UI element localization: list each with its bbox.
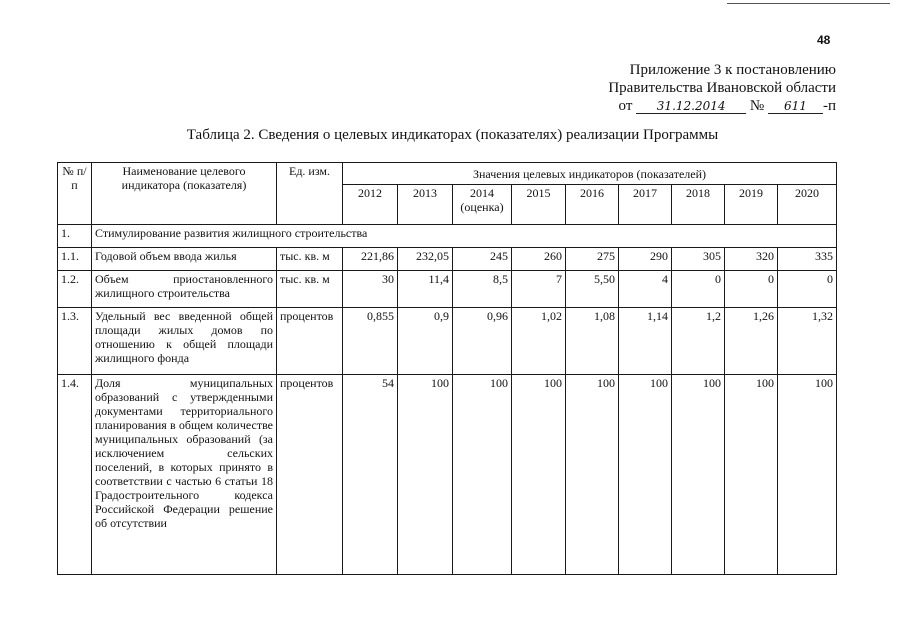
row-unit: процентов <box>277 375 343 575</box>
row-value: 4 <box>619 271 672 308</box>
row-value: 245 <box>453 248 512 271</box>
header-year: 2014 (оценка) <box>453 185 512 225</box>
row-value: 320 <box>725 248 778 271</box>
handwritten-date: 31.12.2014 <box>636 99 746 114</box>
handwritten-number: 611 <box>768 99 823 114</box>
row-value: 100 <box>778 375 837 575</box>
row-value: 1,02 <box>512 308 566 375</box>
number-label: № <box>749 98 765 114</box>
row-value: 100 <box>398 375 453 575</box>
header-year: 2017 <box>619 185 672 225</box>
row-value: 0 <box>672 271 725 308</box>
row-value: 232,05 <box>398 248 453 271</box>
row-value: 335 <box>778 248 837 271</box>
row-value: 11,4 <box>398 271 453 308</box>
row-indicator-name: Объем приостановленного жилищного строительства <box>92 271 277 308</box>
header-year: 2016 <box>566 185 619 225</box>
header-row-top <box>58 163 837 185</box>
row-value: 0,96 <box>453 308 512 375</box>
row-num: 1.4. <box>58 375 92 575</box>
row-value: 0,855 <box>343 308 398 375</box>
header-year: 2012 <box>343 185 398 225</box>
row-value: 1,14 <box>619 308 672 375</box>
row-value: 100 <box>453 375 512 575</box>
appendix-reference <box>608 61 836 115</box>
row-indicator-name: Годовой объем ввода жилья <box>92 248 277 271</box>
from-label: от <box>618 98 633 114</box>
row-value: 100 <box>725 375 778 575</box>
header-num: № п/п <box>58 163 92 225</box>
row-value: 221,86 <box>343 248 398 271</box>
row-value: 1,08 <box>566 308 619 375</box>
row-unit: тыс. кв. м <box>277 248 343 271</box>
number-suffix: -п <box>822 98 836 114</box>
header-year: 2019 <box>725 185 778 225</box>
table-row <box>58 271 837 308</box>
header-indicator-name: Наименование целевого индикатора (показателя) <box>92 163 277 225</box>
header-year: 2018 <box>672 185 725 225</box>
header-values-group: Значения целевых индикаторов (показателей) <box>343 163 837 185</box>
row-indicator-name: Удельный вес введенной общей площади жилых домов по отношению к общей площади жилищного фонда <box>92 308 277 375</box>
section-title: Стимулирование развития жилищного строительства <box>92 225 837 248</box>
header-year: 2020 <box>778 185 837 225</box>
row-num: 1.3. <box>58 308 92 375</box>
top-edge-rule <box>727 3 890 4</box>
row-unit: тыс. кв. м <box>277 271 343 308</box>
row-value: 0 <box>725 271 778 308</box>
header-year: 2015 <box>512 185 566 225</box>
row-value: 100 <box>672 375 725 575</box>
row-value: 5,50 <box>566 271 619 308</box>
row-num: 1.1. <box>58 248 92 271</box>
appendix-line-1: Приложение 3 к постановлению <box>629 62 836 78</box>
row-value: 0,9 <box>398 308 453 375</box>
row-value: 1,2 <box>672 308 725 375</box>
indicators-table <box>57 162 837 575</box>
row-value: 7 <box>512 271 566 308</box>
row-value: 275 <box>566 248 619 271</box>
row-num: 1.2. <box>58 271 92 308</box>
row-value: 0 <box>778 271 837 308</box>
row-value: 54 <box>343 375 398 575</box>
row-value: 8,5 <box>453 271 512 308</box>
section-num: 1. <box>58 225 92 248</box>
page-number: 48 <box>817 33 831 47</box>
table-title: Таблица 2. Сведения о целевых индикаторах (показателях) реализации Программы <box>186 127 719 143</box>
appendix-line-2: Правительства Ивановской области <box>608 80 836 96</box>
row-unit: процентов <box>277 308 343 375</box>
row-value: 305 <box>672 248 725 271</box>
appendix-date-line <box>608 97 836 115</box>
header-unit: Ед. изм. <box>277 163 343 225</box>
row-value: 260 <box>512 248 566 271</box>
row-value: 30 <box>343 271 398 308</box>
table-row <box>58 308 837 375</box>
row-value: 100 <box>512 375 566 575</box>
section-row <box>58 225 837 248</box>
table-row <box>58 248 837 271</box>
row-value: 100 <box>566 375 619 575</box>
row-indicator-name: Доля муниципальных образований с утвержденными документами территориального планирования в общем количестве муниципальных образований (за исключением сельских поселений, в которых принято в соответствии с частью 6 статьи 18 Градостроительного кодекса Российской Федерации решение об отсутствии <box>92 375 277 575</box>
header-year: 2013 <box>398 185 453 225</box>
row-value: 1,32 <box>778 308 837 375</box>
row-value: 1,26 <box>725 308 778 375</box>
row-value: 290 <box>619 248 672 271</box>
table-row <box>58 375 837 575</box>
row-value: 100 <box>619 375 672 575</box>
